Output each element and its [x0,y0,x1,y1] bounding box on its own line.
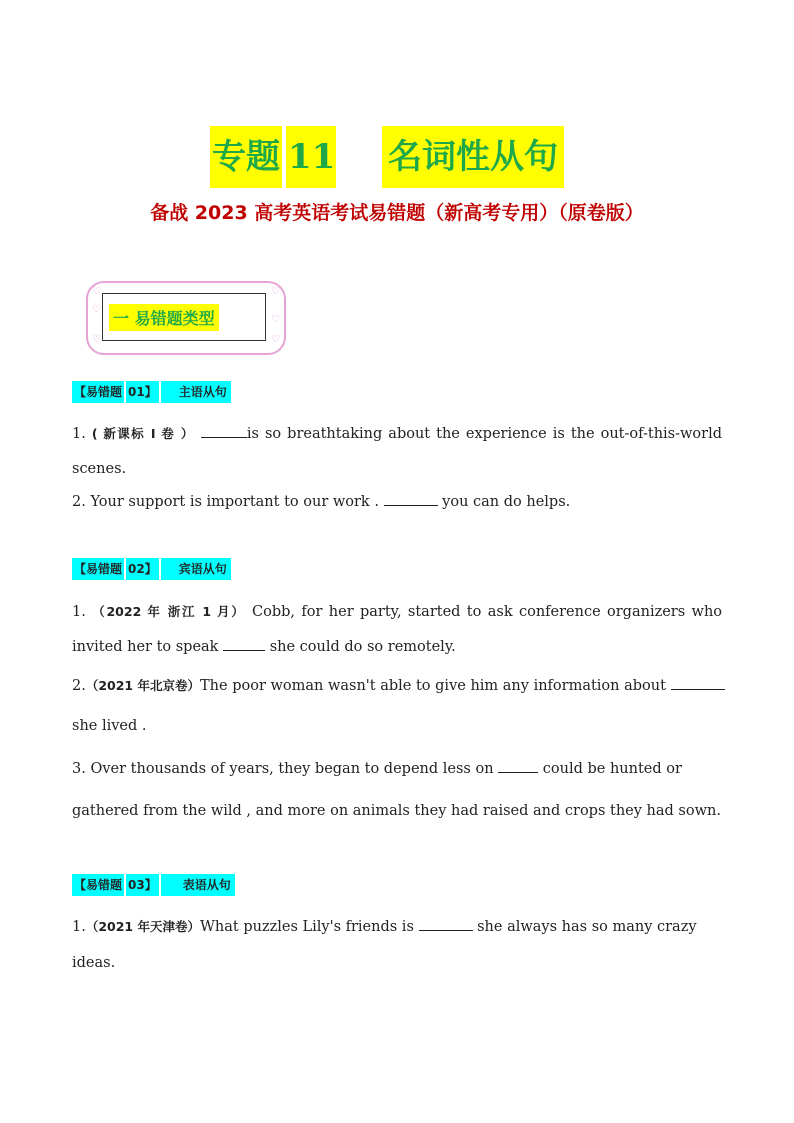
question-s1-q1-continuation: scenes. [72,461,127,477]
title-part-2: 11 [286,126,336,188]
heart-icon: ♡ [92,286,101,297]
heart-icon: ♡ [92,304,101,315]
question-s2-q3: 3. Over thousands of years, they began to depend less on could be hunted or [72,761,682,777]
tag-topic: 宾语从句 [161,558,231,580]
section-heading: 一 易错题类型 [109,304,219,331]
question-s3-q1: 1.（2021 年天津卷）What puzzles Lily's friends is she always has so many crazy [72,919,697,935]
heart-icon: ♡ [271,314,280,325]
tag-prefix: 【易错题 [72,874,124,896]
tag-number: 01】 [126,381,159,403]
question-s2-q1-continuation: invited her to speak she could do so remotely. [72,639,456,655]
question-source: （2022 年 浙江 1 月） [92,604,246,619]
tag-prefix: 【易错题 [72,381,124,403]
question-s2-q2: 2.（2021 年北京卷）The poor woman wasn't able to give him any information about [72,676,722,694]
question-s2-q1: 1. （2022 年 浙江 1 月） Cobb, for her party, started to ask conference organizers who [72,604,723,620]
heart-icon: ♡ [271,334,280,345]
tag-number: 03】 [126,874,159,896]
tag-number: 02】 [126,558,159,580]
tag-topic: 主语从句 [161,381,231,403]
section-tag-03 [72,874,235,896]
answer-blank[interactable] [201,425,247,438]
question-s2-q2-continuation: she lived . [72,718,147,734]
question-s3-q1-continuation: ideas. [72,955,116,971]
question-source: ( 新课标 I 卷 ） [91,426,195,441]
answer-blank[interactable] [498,760,538,773]
question-source: （2021 年天津卷） [85,919,200,934]
section-tag-02 [72,558,231,580]
section-frame-inner [102,293,266,341]
question-s2-q3-continuation: gathered from the wild , and more on animals they had raised and crops they had sown. [72,803,721,819]
heart-icon: ♡ [271,286,280,297]
question-s1-q1: 1. ( 新课标 I 卷 ） is so breathtaking about the experience is the out-of-this-world [72,426,723,442]
section-frame [86,281,286,355]
answer-blank[interactable] [419,918,473,931]
page-title [0,126,794,190]
title-part-1: 专题 [210,126,282,188]
title-part-3: 名词性从句 [382,126,564,188]
tag-prefix: 【易错题 [72,558,124,580]
page-subtitle: 备战 2023 高考英语考试易错题（新高考专用）（原卷版） [150,202,644,224]
question-source: （2021 年北京卷） [85,678,200,693]
answer-blank[interactable] [223,638,265,651]
answer-blank[interactable] [671,677,725,690]
answer-blank[interactable] [384,493,438,506]
tag-topic: 表语从句 [161,874,235,896]
section-tag-01 [72,381,231,403]
heart-icon: ♡ [92,334,101,345]
question-s1-q2: 2. Your support is important to our work . you can do helps. [72,494,571,510]
